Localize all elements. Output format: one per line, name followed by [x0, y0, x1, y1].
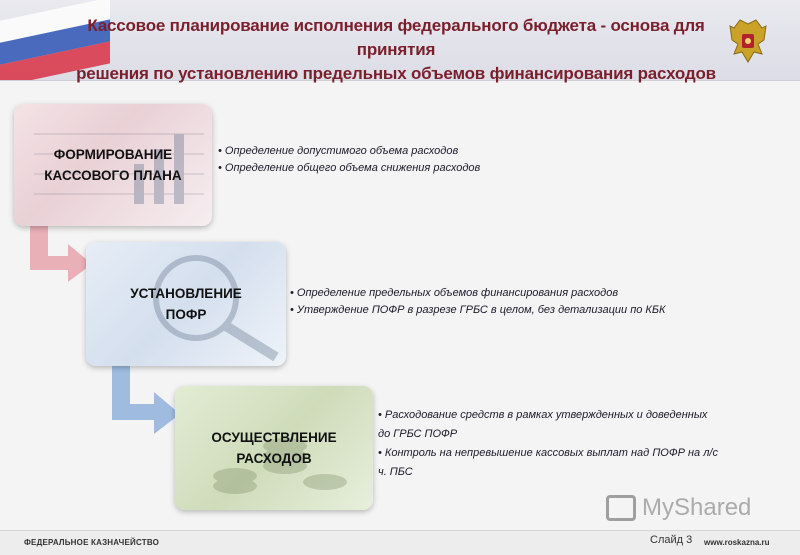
footer-organization: ФЕДЕРАЛЬНОЕ КАЗНАЧЕЙСТВО: [24, 538, 160, 547]
bullet-item: • Определение допустимого объема расходов: [218, 145, 459, 157]
title-line-1: Кассовое планирование исполнения федерального бюджета - основа для принятия: [87, 16, 705, 59]
step-card-execution: [175, 386, 373, 510]
step-1-bullets: [218, 143, 558, 177]
step-label-line-2: РАСХОДОВ: [236, 451, 312, 466]
title-line-2: решения по установлению предельных объемов финансирования расходов: [76, 64, 716, 83]
bullet-item: • Расходование средств в рамках утвержденных и доведенных: [378, 409, 708, 421]
bullet-item: • Определение общего объема снижения расходов: [218, 162, 481, 174]
step-card-formation: [14, 104, 212, 226]
slide-title: [66, 14, 726, 86]
step-2-bullets: [290, 285, 770, 319]
bullet-item: до ГРБС ПОФР: [378, 428, 458, 440]
step-label-line-1: ФОРМИРОВАНИЕ: [53, 147, 173, 162]
bullet-item: • Контроль на непревышение кассовых выплат над ПОФР на л/с: [378, 447, 718, 459]
watermark-text: MyShared: [642, 494, 752, 521]
myshared-logo-icon: [606, 495, 636, 521]
treasury-emblem-icon: [728, 18, 768, 68]
step-label-line-2: КАССОВОГО ПЛАНА: [44, 168, 182, 183]
watermark: [606, 492, 766, 524]
step-label: [14, 104, 212, 226]
step-label-line-1: УСТАНОВЛЕНИЕ: [130, 286, 242, 301]
step-label-line-2: ПОФР: [165, 307, 207, 322]
slide-header: [0, 0, 800, 81]
step-3-bullets: [378, 406, 798, 482]
bullet-item: • Утверждение ПОФР в разрезе ГРБС в целом, без детализации по КБК: [290, 304, 666, 316]
footer-url[interactable]: www.roskazna.ru: [704, 538, 770, 547]
step-card-establishment: [86, 242, 286, 366]
bullet-item: • Определение предельных объемов финансирования расходов: [290, 287, 619, 299]
slide-number: Слайд 3: [650, 534, 693, 546]
bullet-item: ч. ПБС: [378, 466, 413, 478]
step-label-line-1: ОСУЩЕСТВЛЕНИЕ: [211, 430, 337, 445]
step-label: [175, 386, 373, 510]
step-label: [86, 242, 286, 366]
flow-arrow-2: [108, 364, 184, 434]
